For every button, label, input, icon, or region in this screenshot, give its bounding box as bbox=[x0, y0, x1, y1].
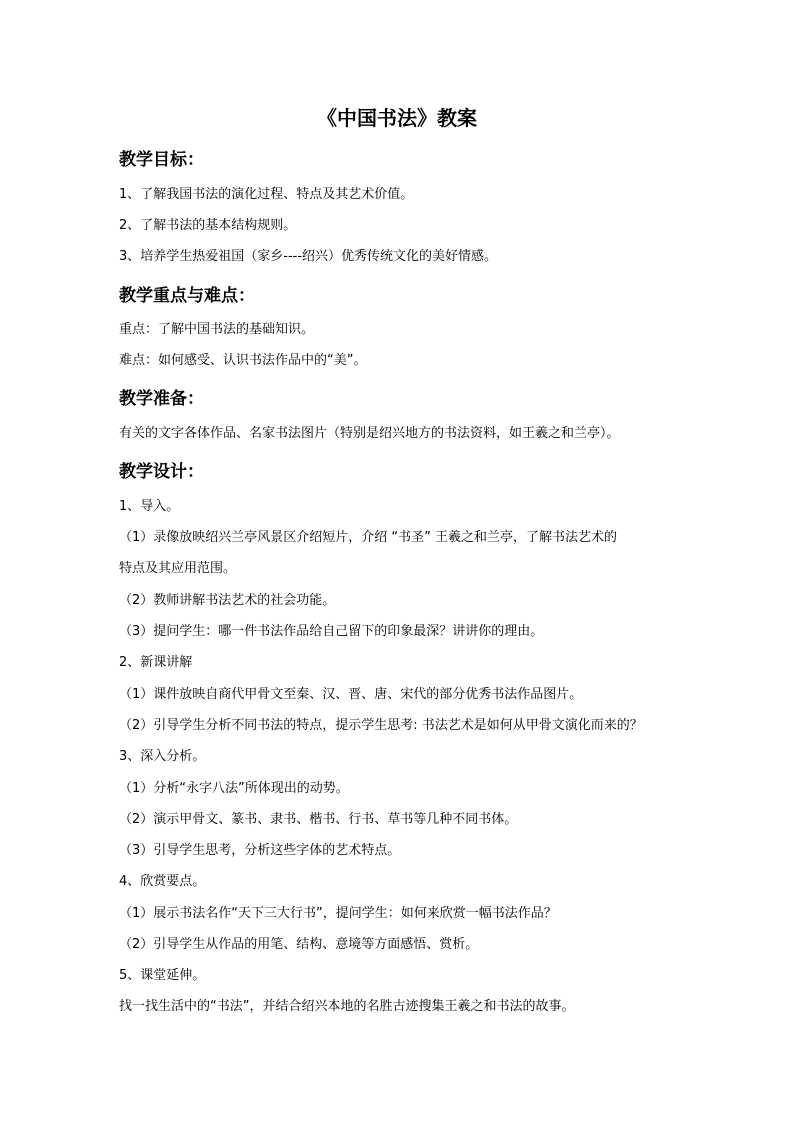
objective-item-3: 3、培养学生热爱祖国（家乡----绍兴）优秀传统文化的美好情感。 bbox=[119, 249, 498, 264]
design-line: （3）提问学生：哪一件书法作品给自己留下的印象最深？讲讲你的理由。 bbox=[119, 624, 544, 639]
objective-item-1: 1、了解我国书法的演化过程、特点及其艺术价值。 bbox=[119, 187, 414, 202]
design-line: （2）教师讲解书法艺术的社会功能。 bbox=[119, 593, 336, 608]
heading-objectives: 教学目标： bbox=[119, 150, 204, 170]
heading-design: 教学设计： bbox=[119, 462, 204, 482]
preparation-text: 有关的文字各体作品、名家书法图片（特别是绍兴地方的书法资料，如王羲之和兰亭）。 bbox=[119, 426, 620, 441]
heading-key-points: 教学重点与难点： bbox=[119, 286, 255, 306]
design-line: （3）引导学生思考，分析这些字体的艺术特点。 bbox=[119, 843, 401, 858]
design-line: （1）分析“永字八法”所体现出的动势。 bbox=[119, 781, 349, 796]
heading-preparation: 教学准备： bbox=[119, 389, 204, 409]
key-point-focus: 重点：了解中国书法的基础知识。 bbox=[119, 322, 315, 337]
design-line: （2）演示甲骨文、篆书、隶书、楷书、行书、草书等几种不同书体。 bbox=[119, 812, 518, 827]
design-line: （2）引导学生分析不同书法的特点，提示学生思考: 书法艺术是如何从甲骨文演化而来的？ bbox=[119, 718, 643, 733]
design-line: （2）引导学生从作品的用笔、结构、意境等方面感悟、赏析。 bbox=[119, 937, 479, 952]
key-point-difficulty: 难点：如何感受、认识书法作品中的“美”。 bbox=[119, 353, 367, 368]
design-line: （1）课件放映自商代甲骨文至秦、汉、晋、唐、宋代的部分优秀书法作品图片。 bbox=[119, 687, 583, 702]
design-line: 3、深入分析。 bbox=[119, 749, 206, 764]
design-line: 特点及其应用范围。 bbox=[119, 561, 237, 576]
document-title: 《中国书法》教案 bbox=[317, 106, 477, 130]
objective-item-2: 2、了解书法的基本结构规则。 bbox=[119, 218, 297, 233]
design-line: 2、新课讲解 bbox=[119, 655, 193, 670]
design-line: （1）录像放映绍兴兰亭风景区介绍短片，介绍 “书圣” 王羲之和兰亭，了解书法艺术的 bbox=[119, 530, 618, 545]
design-line: （1）展示书法名作“天下三大行书”，提问学生：如何来欣赏一幅书法作品？ bbox=[119, 906, 557, 921]
design-line: 4、欣赏要点。 bbox=[119, 874, 206, 889]
design-line: 找一找生活中的“书法”，并结合绍兴本地的名胜古迹搜集王羲之和书法的故事。 bbox=[119, 999, 575, 1014]
design-line: 1、导入。 bbox=[119, 499, 180, 514]
design-line: 5、课堂延伸。 bbox=[119, 968, 206, 983]
